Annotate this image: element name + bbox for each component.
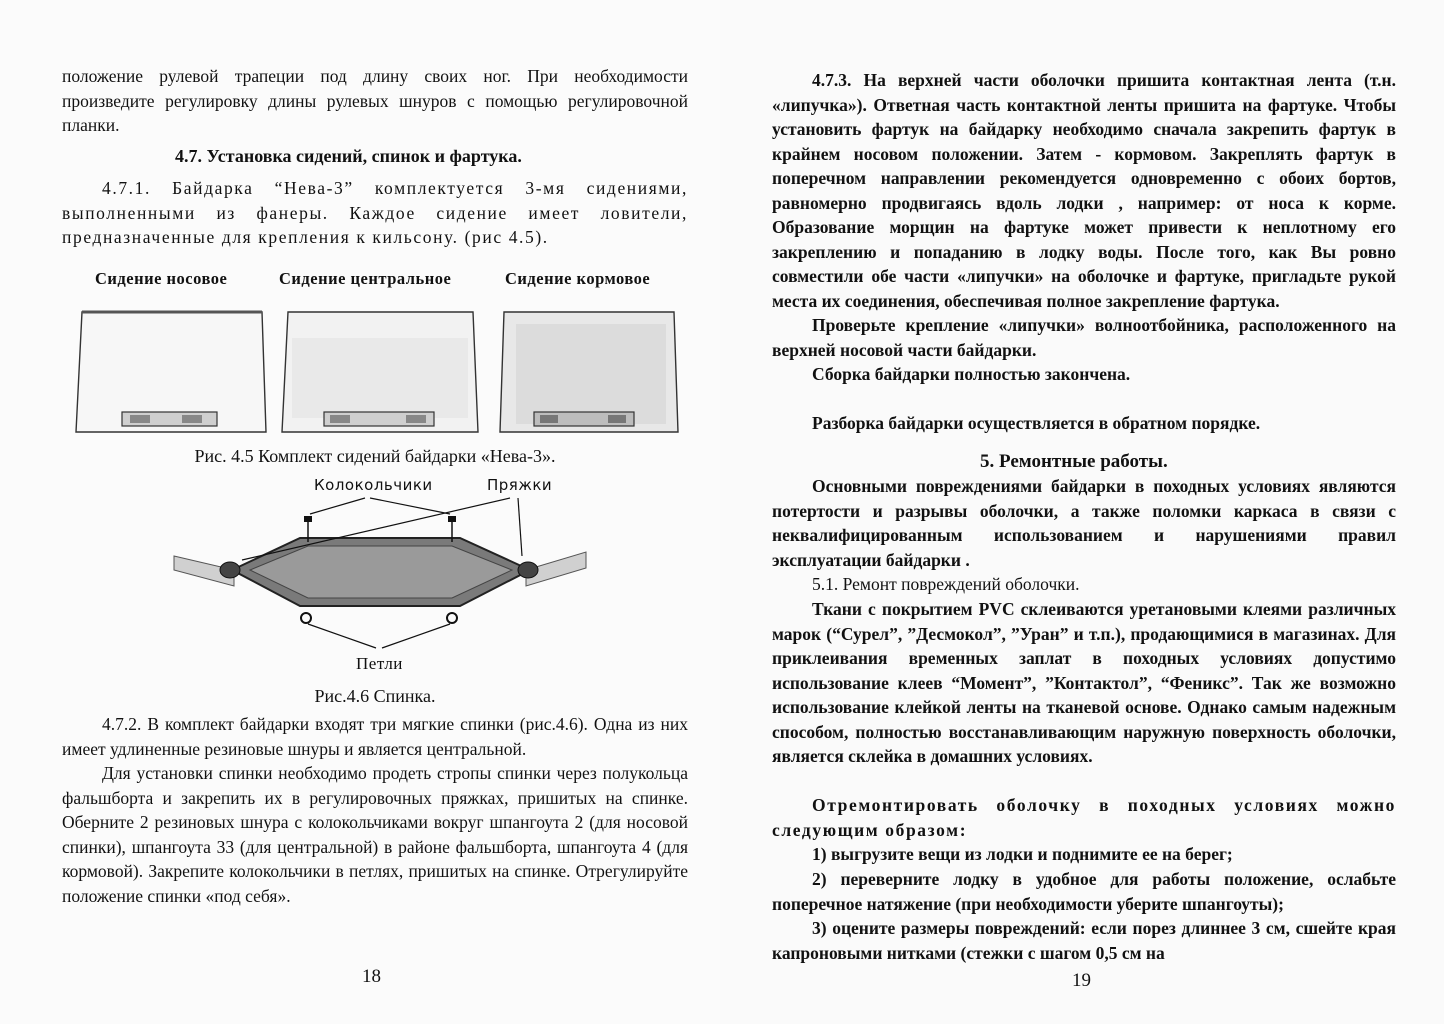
page-number-19: 19 (1072, 970, 1091, 991)
figure-4-5-caption: Рис. 4.5 Комплект сидений байдарки «Нева-3». (194, 446, 556, 466)
repair-step-1: 1) выгрузите вещи из лодки и поднимите ее на берег; (812, 844, 1233, 864)
section-heading-5: 5. Ремонтные работы. (980, 451, 1168, 472)
paragraph-5-1: 5.1. Ремонт повреждений оболочки. (812, 574, 1080, 594)
left-page (0, 0, 720, 1024)
paragraph-intro: положение рулевой трапеции под длину своих ног. При необходимости произведите регулировку длины рулевых шнуров с помощью регулировочной планки. (62, 66, 688, 135)
label-bells: Колокольчики (314, 476, 433, 494)
section-heading-4-7: 4.7. Установка сидений, спинок и фартука. (175, 146, 522, 166)
backrest-illustration (170, 490, 590, 660)
paragraph-4-7-2: 4.7.2. В комплект байдарки входят три мягкие спинки (рис.4.6). Одна из них имеет удлиненные резиновые шнуры и является центральной. (62, 714, 688, 759)
paragraph-field-repair: Отремонтировать оболочку в походных условиях можно следующим образом: (772, 795, 1396, 840)
seat-illustration-bow (72, 300, 272, 440)
repair-step-3: 3) оцените размеры повреждений: если порез длиннее 3 см, сшейте края капроновыми нитками (стежки с шагом 0,5 см на (772, 918, 1396, 963)
repair-step-2: 2) переверните лодку в удобное для работы положение, ослабьте поперечное натяжение (при необходимости уберите шпангоуты); (772, 869, 1396, 914)
page-number-18: 18 (362, 966, 381, 987)
paragraph-4-7-3: 4.7.3. На верхней части оболочки пришита контактная лента (т.н. «липучка»). Ответная часть контактной ленты пришита на фартуке. Чтобы установить фартук на байдарку необходимо сначала закрепить фартук в крайнем носовом положении. Затем - кормовом. Закреплять фартук в поперечном направлении рекомендуется одновременно с обоих бортов, равномерно продвигаясь вдоль лодки , например: от носа к корме. Образование морщин на фартуке может привести к неплотному его закреплению и попаданию в лодку воды. После того, как Вы ровно совместили обе части «липучки» на оболочке и фартуке, пригладьте рукой места их соединения, обеспечивая полное закрепление фартука. (772, 70, 1396, 311)
label-buckles: Пряжки (487, 476, 553, 494)
paragraph-backrest-installation: Для установки спинки необходимо продеть стропы спинки через полукольца фальшборта и закрепить их в регулировочных пряжках, пришитых на спинке. Оберните 2 резиновых шнура с колокольчиками вокруг шпангоута 2 (для носовой спинки), шпангоута 33 (для центральной) в районе фальшборта, шпангоута 4 (для кормовой). Закрепите колокольчики в петлях, пришитых на спинке. Отрегулируйте положение спинки «под себя». (62, 763, 688, 906)
label-loops: Петли (356, 654, 403, 673)
paragraph-disassembly: Разборка байдарки осуществляется в обратном порядке. (812, 413, 1261, 433)
paragraph-assembly-done: Сборка байдарки полностью закончена. (812, 364, 1131, 384)
paragraph-main-damage: Основными повреждениями байдарки в походных условиях являются потертости и разрывы оболочки, а также поломки каркаса в связи с неквалифицированным использованием и нарушениями правил эксплуатации байдарки . (772, 476, 1396, 570)
right-page (720, 0, 1444, 1024)
seat-label-center: Сидение центральное (279, 269, 452, 288)
seat-illustration-center (278, 300, 483, 440)
paragraph-check-velcro: Проверьте крепление «липучки» волноотбойника, расположенного на верхней носовой части байдарки. (772, 315, 1396, 360)
paragraph-pvc-glues: Ткани с покрытием PVC склеиваются уретановыми клеями различных марок (“Сурел”, ”Десмокол”, ”Уран” и т.п.), продающимися в магазинах. Для приклеивания временных заплат в походных условиях допустимо использование клеев “Момент”, ”Контактол”, “Феникс”. Так же возможно использование клейкой ленты на тканевой основе. Однако самым надежным способом, полностью восстанавливающим наружную поверхность оболочки, является склейка в домашних условиях. (772, 599, 1396, 766)
paragraph-4-7-1: 4.7.1. Байдарка “Нева-3” комплектуется 3-мя сидениями, выполненными из фанеры. Каждое сидение имеет ловители, предназначенные для крепления к кильсону. (рис 4.5). (62, 178, 688, 247)
seat-label-stern: Сидение кормовое (505, 269, 651, 288)
seat-label-bow: Сидение носовое (95, 269, 228, 288)
figure-4-6-caption: Рис.4.6 Спинка. (314, 686, 436, 706)
seat-illustration-stern (496, 300, 681, 440)
